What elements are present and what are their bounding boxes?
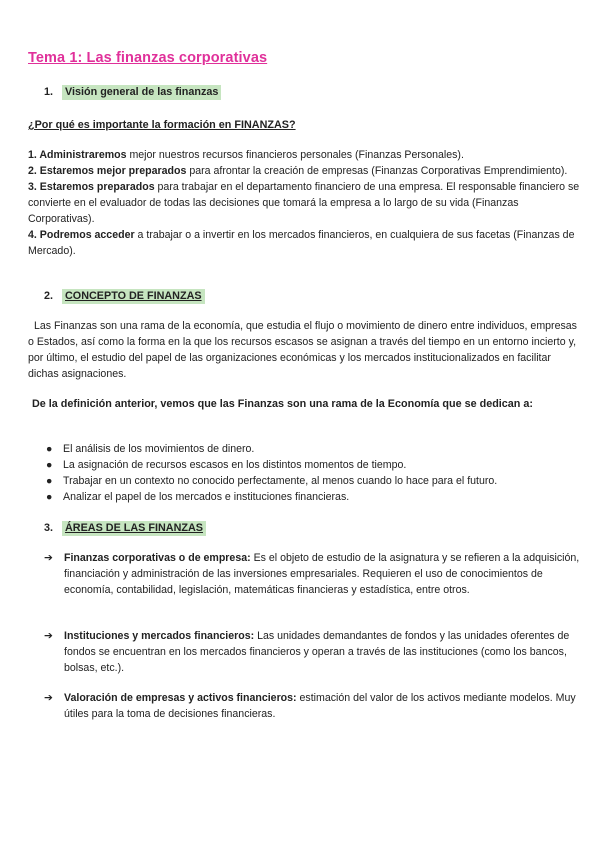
section-heading-2 [44, 288, 205, 304]
reason-text: para trabajar en el departamento financiero de una empresa. El responsable financiero se convierte en el evaluador de todas las decisiones que tomará la empresa a lo largo de su vida (Finanzas Corporativas). [28, 181, 580, 225]
list-item-text: La asignación de recursos escasos en los distintos momentos de tiempo. [63, 459, 407, 471]
section-number: 1. [44, 86, 54, 98]
bullet-list [46, 441, 586, 505]
section-heading-3 [44, 520, 206, 536]
list-item [46, 441, 586, 457]
bullet-icon: ● [46, 491, 53, 503]
bullet-icon: ● [46, 459, 53, 471]
area-title: Instituciones y mercados financieros: [64, 630, 255, 642]
reason-bold: 2. Estaremos mejor preparados [28, 165, 187, 177]
reason-text: para afrontar la creación de empresas (Finanzas Corporativas Emprendimiento). [186, 165, 568, 177]
section-title: CONCEPTO DE FINANZAS [62, 289, 205, 304]
list-item-text: El análisis de los movimientos de dinero. [63, 443, 255, 455]
question-heading: ¿Por qué es importante la formación en FINANZAS? [28, 119, 296, 131]
list-item [46, 489, 586, 505]
arrow-icon: ➔ [44, 692, 53, 704]
section-number: 2. [44, 290, 54, 302]
section-heading-1 [44, 84, 221, 100]
area-text: estimación del valor de los activos mediante modelos. Muy útiles para la toma de decisiones financieras. [64, 692, 576, 720]
bullet-icon: ● [46, 475, 53, 487]
reason-item [28, 147, 580, 163]
area-text: Las unidades demandantes de fondos y las unidades oferentes de fondos se encuentran en los mercados financieros y operan a través de las instituciones (como los bancos, bolsas, etc.). [64, 630, 570, 674]
reason-item [28, 179, 580, 227]
area-item [44, 550, 580, 598]
list-item [46, 473, 586, 489]
section-number: 3. [44, 522, 54, 534]
arrow-icon: ➔ [44, 552, 53, 564]
reason-bold: 1. Administraremos [28, 149, 127, 161]
area-text: Es el objeto de estudio de la asignatura y se refieren a la adquisición, financiación y administración de las inversiones empresariales. Requieren el uso de conocimientos de economía, contabilidad, legislación, matemáticas financieras y estadística, entre otros. [64, 552, 580, 596]
definition-paragraph: Las Finanzas son una rama de la economía, que estudia el flujo o movimiento de dinero entre individuos, empresas o Estados, así como la forma en la que los recursos escasos se asignan a través del tiempo en un entorno incierto y, por último, el estudio del papel de las organizaciones económicas y los mercados institucionalizados en facilitar dichas asignaciones. [28, 320, 577, 380]
reason-text: a trabajar o a invertir en los mercados financieros, en cualquiera de sus facetas (Finanzas de Mercado). [28, 229, 575, 257]
bullet-icon: ● [46, 443, 53, 455]
area-title: Valoración de empresas y activos financieros: [64, 692, 297, 704]
section-title: ÁREAS DE LAS FINANZAS [62, 521, 206, 536]
reasons-list [28, 147, 580, 259]
area-title: Finanzas corporativas o de empresa: [64, 552, 251, 564]
arrow-icon: ➔ [44, 630, 53, 642]
area-item [44, 690, 580, 722]
list-item-text: Trabajar en un contexto no conocido perfectamente, al menos cuando lo hace para el futuro. [63, 475, 498, 487]
section-title: Visión general de las finanzas [62, 85, 221, 100]
page-title: Tema 1: Las finanzas corporativas [28, 50, 268, 66]
reason-item [28, 227, 580, 259]
definition-lead: De la definición anterior, vemos que las Finanzas son una rama de la Economía que se dedican a: [32, 398, 534, 410]
reason-bold: 4. Podremos acceder [28, 229, 135, 241]
area-item [44, 628, 580, 676]
list-item [46, 457, 586, 473]
list-item-text: Analizar el papel de los mercados e instituciones financieras. [63, 491, 350, 503]
reason-item [28, 163, 580, 179]
reason-text: mejor nuestros recursos financieros personales (Finanzas Personales). [126, 149, 464, 161]
reason-bold: 3. Estaremos preparados [28, 181, 155, 193]
